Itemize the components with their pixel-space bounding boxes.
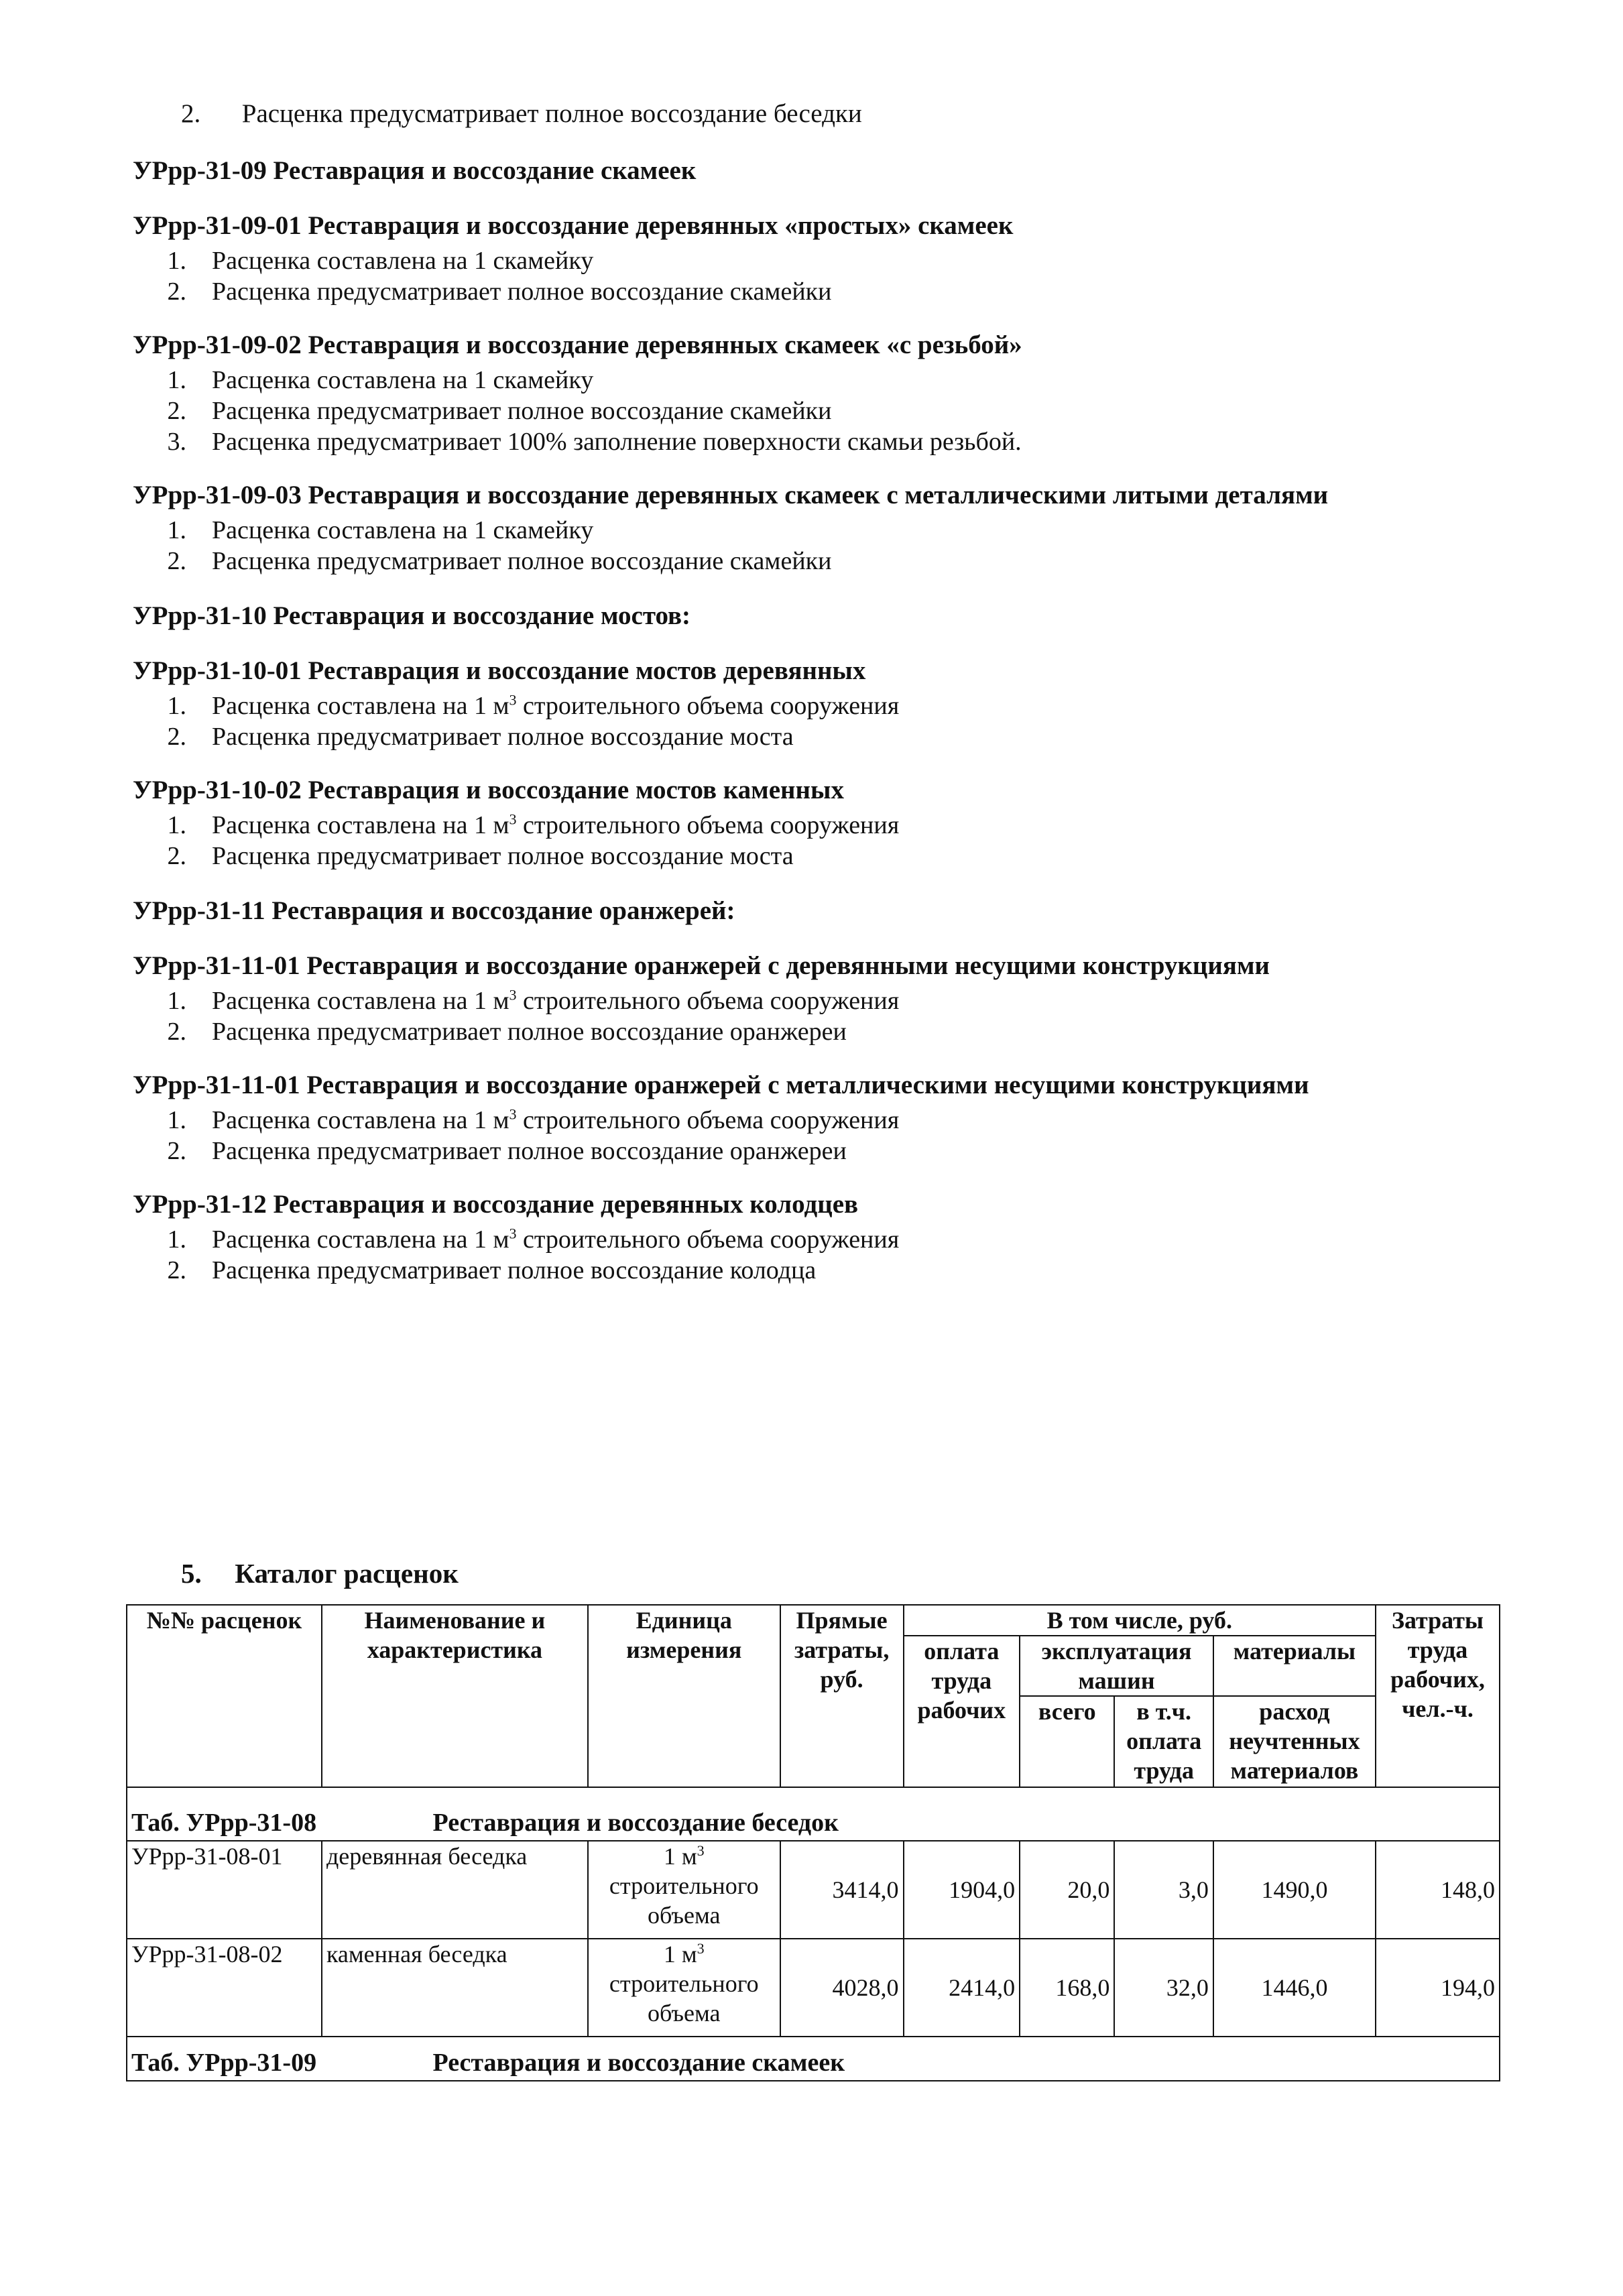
list-item-text: Расценка предусматривает полное воссоздание оранжереи	[212, 1137, 847, 1165]
section-title: УРрр-31-12 Реставрация и воссоздание деревянных колодцев	[133, 1190, 859, 1219]
section-title: УРрр-31-09-02 Реставрация и воссоздание деревянных скамеек «с резьбой»	[133, 330, 1022, 359]
section-items	[133, 245, 1500, 307]
row-machines-total: 20,0	[1020, 1841, 1114, 1939]
list-item-number: 1.	[167, 811, 186, 839]
list-item-text: Расценка предусматривает полное воссоздание колодца	[212, 1256, 817, 1284]
list-item-text: Расценка составлена на 1 м	[212, 811, 509, 839]
list-item	[133, 1224, 1500, 1255]
list-item	[133, 690, 1500, 721]
list-item	[133, 721, 1500, 752]
table-section-code: Таб. УРрр-31-09	[131, 2049, 317, 2077]
list-item-text: Расценка предусматривает полное воссоздание скамейки	[212, 397, 832, 425]
list-item	[133, 276, 1500, 307]
list-item	[133, 546, 1500, 577]
row-direct-costs: 4028,0	[780, 1939, 904, 2037]
list-item-text: Расценка предусматривает полное воссоздание оранжереи	[212, 1018, 847, 1046]
list-item-text-tail: строительного объема сооружения	[516, 811, 900, 839]
list-item	[133, 426, 1500, 457]
section-items	[133, 1224, 1500, 1286]
price-catalog-table	[126, 1604, 1500, 2081]
list-item-number: 2.	[167, 842, 186, 870]
list-item-text: Расценка составлена на 1 скамейку	[212, 366, 594, 394]
intro-list-item	[181, 98, 862, 130]
catalog-heading	[181, 1557, 459, 1590]
section-items	[133, 985, 1500, 1047]
list-item-text: Расценка составлена на 1 м	[212, 692, 509, 720]
row-labor-pay: 2414,0	[904, 1939, 1020, 2037]
list-item	[133, 810, 1500, 841]
list-item-text: Расценка составлена на 1 м	[212, 1225, 509, 1254]
superscript: 3	[509, 691, 517, 709]
row-direct-costs: 3414,0	[780, 1841, 904, 1939]
header-code: №№ расценок	[127, 1605, 322, 1787]
list-item	[133, 1016, 1500, 1047]
list-item	[133, 985, 1500, 1016]
sections-list	[133, 154, 1500, 1286]
section-items	[133, 1105, 1500, 1166]
list-item-text: Расценка предусматривает полное воссоздание моста	[212, 723, 794, 751]
table-section-title: Реставрация и воссоздание скамеек	[432, 2049, 845, 2077]
list-item-text: Расценка составлена на 1 м	[212, 1106, 509, 1134]
intro-item-number: 2.	[181, 99, 201, 128]
list-item-text: Расценка составлена на 1 м	[212, 987, 509, 1015]
list-item	[133, 396, 1500, 426]
section-title: УРрр-31-11 Реставрация и воссоздание оранжерей:	[133, 896, 735, 925]
row-machines-pay: 32,0	[1114, 1939, 1213, 2037]
list-item-text: Расценка предусматривает полное воссоздание скамейки	[212, 278, 832, 306]
superscript: 3	[509, 986, 517, 1004]
list-item	[133, 1255, 1500, 1286]
section-items	[133, 690, 1500, 752]
list-item-text: Расценка предусматривает полное воссоздание моста	[212, 842, 794, 870]
list-item-number: 1.	[167, 692, 186, 720]
list-item-number: 2.	[167, 278, 186, 306]
list-item-text: Расценка предусматривает 100% заполнение поверхности скамьи резьбой.	[212, 428, 1022, 456]
header-labor-hours: Затраты труда рабочих, чел.-ч.	[1376, 1605, 1500, 1787]
table-row	[127, 1939, 1500, 2037]
list-item-number: 1.	[167, 1225, 186, 1254]
row-unit: 1 $м^3$ строительного объема	[588, 1841, 780, 1939]
section-items	[133, 365, 1500, 457]
table-section-cell	[127, 1787, 1500, 1841]
list-item-number: 2.	[167, 547, 186, 575]
row-labor-hours: 148,0	[1376, 1841, 1500, 1939]
row-code: УРрр-31-08-01	[127, 1841, 322, 1939]
list-item	[133, 841, 1500, 871]
list-item-number: 1.	[167, 366, 186, 394]
row-machines-pay: 3,0	[1114, 1841, 1213, 1939]
list-item-text-tail: строительного объема сооружения	[516, 987, 900, 1015]
superscript: 3	[509, 1225, 517, 1242]
list-item-text: Расценка составлена на 1 скамейку	[212, 247, 594, 275]
list-item-text-tail: строительного объема сооружения	[516, 1106, 900, 1134]
list-item	[133, 515, 1500, 546]
header-name: Наименование и характеристика	[322, 1605, 588, 1787]
list-item-text-tail: строительного объема сооружения	[516, 692, 900, 720]
list-item-text-tail: строительного объема сооружения	[516, 1225, 900, 1254]
list-item-text: Расценка предусматривает полное воссоздание скамейки	[212, 547, 832, 575]
list-item-text: Расценка составлена на 1 скамейку	[212, 516, 594, 544]
header-machines-pay: в т.ч. оплата труда	[1114, 1696, 1213, 1787]
row-code: УРрр-31-08-02	[127, 1939, 322, 2037]
table-section-row	[127, 2037, 1500, 2081]
table-row	[127, 1841, 1500, 1939]
header-direct-costs: Прямые затраты, руб.	[780, 1605, 904, 1787]
row-unit: 1 $м^3$ строительного объема	[588, 1939, 780, 2037]
header-materials: материалы	[1213, 1636, 1376, 1696]
catalog-title: Каталог расценок	[235, 1558, 459, 1589]
list-item-number: 1.	[167, 516, 186, 544]
row-machines-total: 168,0	[1020, 1939, 1114, 2037]
list-item-number: 1.	[167, 247, 186, 275]
list-item-number: 2.	[167, 397, 186, 425]
table-header-row	[127, 1605, 1500, 1636]
row-labor-pay: 1904,0	[904, 1841, 1020, 1939]
header-including: В том числе, руб.	[904, 1605, 1376, 1636]
table-section-title: Реставрация и воссоздание беседок	[432, 1809, 839, 1837]
list-item-number: 3.	[167, 428, 186, 456]
list-item	[133, 245, 1500, 276]
header-machines: эксплуатация машин	[1020, 1636, 1213, 1696]
header-machines-total: всего	[1020, 1696, 1114, 1787]
table-section-cell	[127, 2037, 1500, 2081]
section-title: УРрр-31-09-01 Реставрация и воссоздание деревянных «простых» скамеек	[133, 211, 1014, 240]
table-section-code: Таб. УРрр-31-08	[131, 1809, 317, 1837]
header-unaccounted-materials: расход неучтенных материалов	[1213, 1696, 1376, 1787]
list-item-number: 2.	[167, 1018, 186, 1046]
row-name: деревянная беседка	[322, 1841, 588, 1939]
list-item	[133, 365, 1500, 396]
section-title: УРрр-31-10 Реставрация и воссоздание мостов:	[133, 601, 691, 630]
header-labor-pay: оплата труда рабочих	[904, 1636, 1020, 1787]
list-item-number: 1.	[167, 987, 186, 1015]
section-title: УРрр-31-09 Реставрация и воссоздание скамеек	[133, 156, 697, 185]
row-materials: 1446,0	[1213, 1939, 1376, 2037]
list-item	[133, 1105, 1500, 1136]
section-title: УРрр-31-10-01 Реставрация и воссоздание мостов деревянных	[133, 656, 866, 685]
section-title: УРрр-31-11-01 Реставрация и воссоздание оранжерей с металлическими несущими конструкциями	[133, 1071, 1309, 1099]
list-item	[133, 1136, 1500, 1166]
section-title: УРрр-31-10-02 Реставрация и воссоздание мостов каменных	[133, 776, 844, 804]
list-item-number: 1.	[167, 1106, 186, 1134]
section-title: УРрр-31-09-03 Реставрация и воссоздание деревянных скамеек с металлическими литыми деталями	[133, 481, 1329, 509]
section-title: УРрр-31-11-01 Реставрация и воссоздание оранжерей с деревянными несущими конструкциями	[133, 951, 1270, 980]
catalog-number: 5.	[181, 1558, 202, 1589]
row-name: каменная беседка	[322, 1939, 588, 2037]
section-items	[133, 810, 1500, 871]
superscript: 3	[509, 1105, 517, 1123]
header-unit: Единица измерения	[588, 1605, 780, 1787]
row-labor-hours: 194,0	[1376, 1939, 1500, 2037]
list-item-number: 2.	[167, 723, 186, 751]
section-items	[133, 515, 1500, 577]
intro-item-text: Расценка предусматривает полное воссоздание беседки	[241, 99, 862, 128]
list-item-number: 2.	[167, 1137, 186, 1165]
list-item-number: 2.	[167, 1256, 186, 1284]
superscript: 3	[509, 810, 517, 828]
table-section-row	[127, 1787, 1500, 1841]
row-materials: 1490,0	[1213, 1841, 1376, 1939]
